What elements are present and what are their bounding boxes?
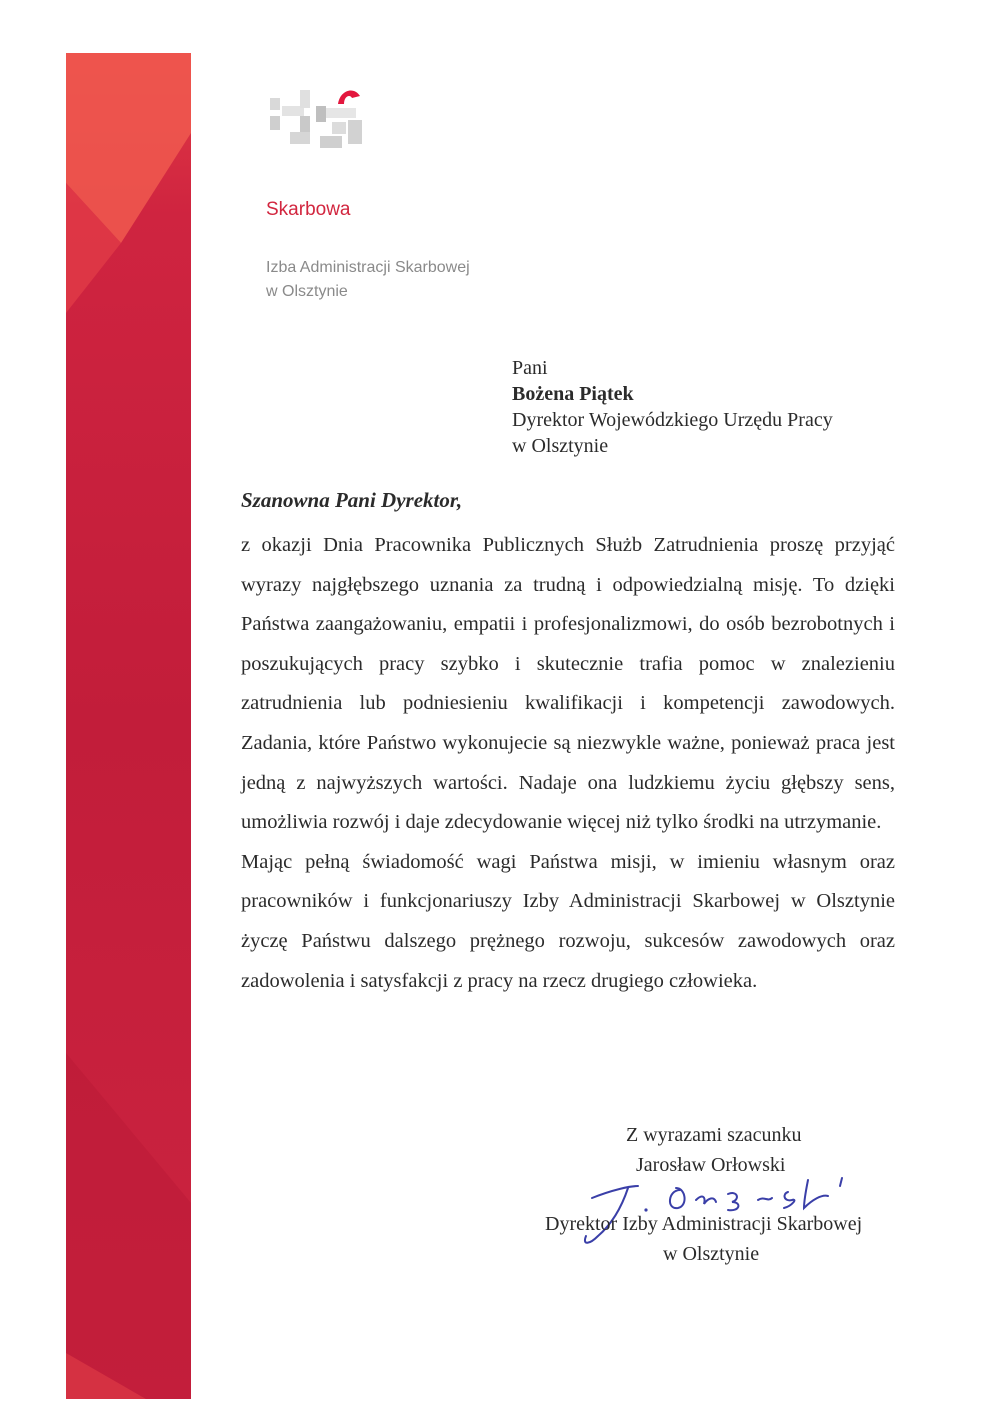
addressee-block [512, 355, 833, 459]
addressee-name: Bożena Piątek [512, 383, 634, 405]
signer-title: Dyrektor Izby Administracji Skarbowej [545, 1213, 863, 1235]
brand-name: Skarbowa [266, 199, 351, 220]
decorative-red-band [66, 53, 191, 1399]
office-name-line2: w Olsztynie [266, 283, 348, 300]
letter-paragraph-1: z okazji Dnia Pracownika Publicznych Służb Zatrudnienia proszę przyjąć wyrazy najgłębszego uznania za trudną i odpowiedzialną misję. To dzięki Państwa zaangażowaniu, empatii i profesjonalizmowi, do osób bezrobotnych i poszukujących pracy szybko i skutecznie trafia pomoc w znalezieniu zatrudnienia lub podniesieniu kwalifikacji i kompetencji zawodowych. Zadania, które Państwo wykonujecie są niezwykle ważne, ponieważ praca jest jedną z najwyższych wartości. Nadaje ona ludzkiemu życiu głębszy sens, umożliwia rozwój i daje zdecydowanie więcej niż tylko środki na utrzymanie. [241, 534, 895, 834]
salutation: Szanowna Pani Dyrektor, [241, 488, 463, 512]
addressee-city: w Olsztynie [512, 435, 609, 457]
kas-logo-icon [266, 86, 376, 156]
office-name-line1: Izba Administracji Skarbowej [266, 259, 470, 276]
signer-name: Jarosław Orłowski [636, 1154, 786, 1176]
signer-city: w Olsztynie [663, 1243, 760, 1265]
addressee-position: Dyrektor Wojewódzkiego Urzędu Pracy [512, 409, 833, 431]
closing-phrase: Z wyrazami szacunku [626, 1124, 802, 1146]
letter-paragraph-2: Mając pełną świadomość wagi Państwa misji, w imieniu własnym oraz pracowników i funkcjonariuszy Izby Administracji Skarbowej w Olsztynie życzę Państwu dalszego prężnego rozwoju, sukcesów zawodowych oraz zadowolenia i satysfakcji z pracy na rzecz drugiego człowieka. [241, 850, 895, 992]
letter-body [241, 526, 895, 1001]
addressee-honorific: Pani [512, 357, 548, 379]
